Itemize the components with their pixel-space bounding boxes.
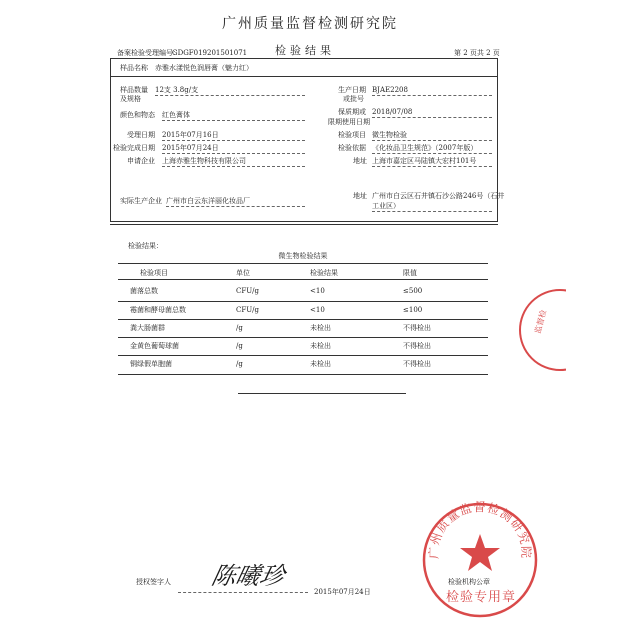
table-cell: 未检出 xyxy=(310,360,331,368)
institute-title: 广州质量监督检测研究院 xyxy=(222,16,398,32)
col-header-limit: 限值 xyxy=(403,269,417,277)
end-of-results-rule xyxy=(238,393,406,394)
applicant-label: 申请企业 xyxy=(127,157,155,165)
table-cell: ≤500 xyxy=(403,287,423,295)
info-block-bottom-rule-2 xyxy=(110,224,498,225)
underline xyxy=(162,153,305,154)
table-bottom-rule xyxy=(118,374,488,375)
table-cell: <10 xyxy=(310,287,325,295)
received-date-label: 受理日期 xyxy=(127,131,155,139)
applicant-value: 上海赤雅生物科技有限公司 xyxy=(162,157,246,165)
row-rule xyxy=(118,301,488,302)
batch-label-2: 或批号 xyxy=(343,95,364,103)
shelf-life-value: 2018/07/08 xyxy=(372,108,413,116)
header-rule xyxy=(110,58,498,59)
table-cell: <10 xyxy=(310,306,325,314)
underline xyxy=(155,95,305,96)
test-basis-label: 检验依据 xyxy=(338,144,366,152)
frame-left-border xyxy=(110,58,111,222)
table-cell: /g xyxy=(236,342,243,350)
table-cell: 未检出 xyxy=(310,324,331,332)
results-section-label: 检验结果： xyxy=(128,242,163,250)
table-cell: 铜绿假单胞菌 xyxy=(130,360,172,368)
table-cell: 金黄色葡萄球菌 xyxy=(130,342,179,350)
completed-date-label: 检验完成日期 xyxy=(113,144,155,152)
table-cell: ≤100 xyxy=(403,306,423,314)
results-table-title: 微生物检验结果 xyxy=(278,252,328,260)
applicant-address-label: 地址 xyxy=(353,157,367,165)
sample-qty-value: 12支 3.8g/支 xyxy=(155,86,199,94)
page-info: 第 2 页共 2 页 xyxy=(454,49,500,57)
underline xyxy=(162,140,305,141)
test-item-label: 检验项目 xyxy=(338,131,366,139)
signature-line xyxy=(178,592,308,593)
underline xyxy=(162,166,305,167)
received-date-value: 2015年07月16日 xyxy=(162,131,219,139)
record-number-label: 备案检验受理编号： xyxy=(117,49,180,57)
table-cell: /g xyxy=(236,324,243,332)
underline xyxy=(372,211,492,212)
table-cell: CFU/g xyxy=(236,306,259,314)
underline xyxy=(166,206,305,207)
producer-address-label: 地址 xyxy=(353,192,367,200)
table-cell: 霉菌和酵母菌总数 xyxy=(130,306,186,314)
table-cell: 未检出 xyxy=(310,342,331,350)
shelf-life-label: 保质期或 xyxy=(338,108,366,116)
applicant-address-value: 上海市嘉定区马陆镇大宏村101号 xyxy=(372,157,477,165)
producer-value: 广州市白云东洋丽化妆品厂 xyxy=(166,197,250,205)
row-rule xyxy=(118,337,488,338)
table-cell: 不得检出 xyxy=(403,324,431,332)
producer-address-value: 广州市白云区石井镇石沙公路246号（石井 xyxy=(372,192,505,200)
report-title: 检验结果 xyxy=(275,44,335,57)
side-seal-stamp xyxy=(514,284,566,376)
seal-ring-text: 广州质量监督检测研究院 xyxy=(426,500,534,560)
divider xyxy=(110,76,498,77)
batch-label: 生产日期 xyxy=(338,86,366,94)
appearance-label: 颜色和物态 xyxy=(120,111,155,119)
table-cell: 不得检出 xyxy=(403,342,431,350)
col-header-result: 检验结果 xyxy=(310,269,338,277)
test-basis-value: 《化妆品卫生规范》（2007年版） xyxy=(372,144,478,152)
appearance-value: 红色膏体 xyxy=(162,111,190,119)
underline xyxy=(372,140,492,141)
batch-value: BJAE2208 xyxy=(372,86,408,94)
seal-star-icon xyxy=(460,534,500,571)
producer-label: 实际生产企业 xyxy=(120,197,162,205)
col-header-item: 检验项目 xyxy=(140,269,168,277)
sample-name-label: 样品名称 xyxy=(120,64,148,72)
underline xyxy=(372,95,492,96)
seal-bottom-text: 检验专用章 xyxy=(446,590,517,605)
info-block-bottom-rule xyxy=(110,221,498,222)
sign-date: 2015年07月24日 xyxy=(314,588,371,596)
record-number: GDGF019201501071 xyxy=(172,49,248,57)
underline xyxy=(372,117,492,118)
table-cell: /g xyxy=(236,360,243,368)
row-rule xyxy=(118,355,488,356)
signer-label: 授权签字人 xyxy=(136,578,171,586)
signature: 陈曦珍 xyxy=(209,562,287,590)
table-cell: 不得检出 xyxy=(403,360,431,368)
underline xyxy=(372,166,492,167)
sample-qty-label-2: 及规格 xyxy=(120,95,141,103)
side-seal-text: 监督检 xyxy=(533,309,549,335)
completed-date-value: 2015年07月24日 xyxy=(162,144,219,152)
table-cell: 菌落总数 xyxy=(130,287,158,295)
underline xyxy=(372,153,492,154)
col-header-unit: 单位 xyxy=(236,269,250,277)
test-item-value: 微生物检验 xyxy=(372,131,407,139)
table-cell: 粪大肠菌群 xyxy=(130,324,165,332)
table-header-rule xyxy=(118,279,488,280)
row-rule xyxy=(118,319,488,320)
producer-address-value-2: 工业区） xyxy=(372,202,400,210)
table-cell: CFU/g xyxy=(236,287,259,295)
agency-seal-label: 检验机构公章 xyxy=(448,578,490,586)
sample-name-value: 赤雅水漾悦色润唇膏（魅力红） xyxy=(155,64,253,72)
sample-qty-label: 样品数量 xyxy=(120,86,148,94)
underline xyxy=(162,120,305,121)
shelf-life-label-2: 限期使用日期 xyxy=(328,118,370,126)
table-top-rule xyxy=(118,263,488,264)
